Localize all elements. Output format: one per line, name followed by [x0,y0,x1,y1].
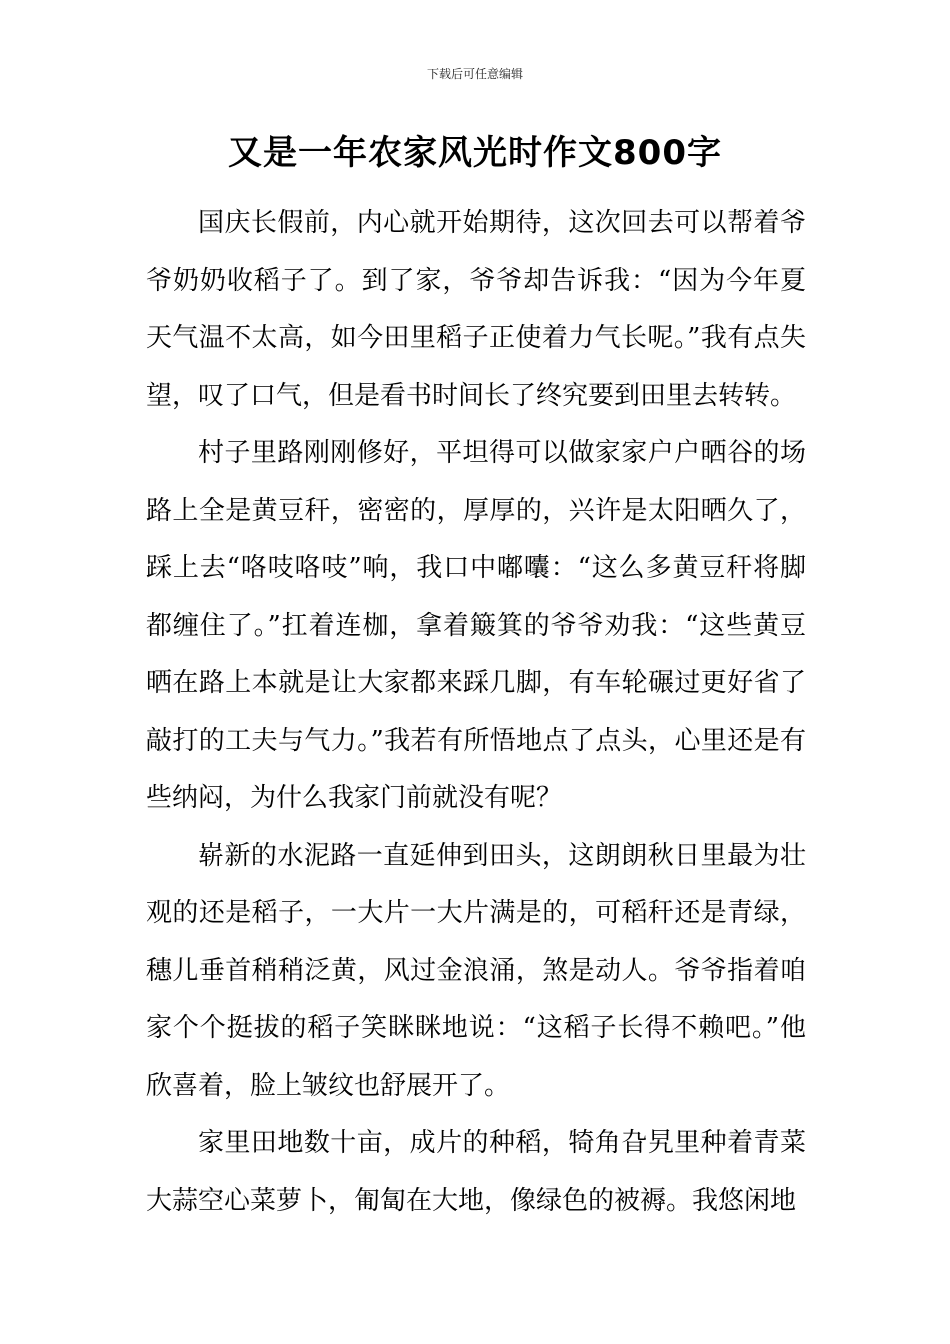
paragraph-1: 国庆长假前，内心就开始期待，这次回去可以帮着爷爷奶奶收稻子了。到了家，爷爷却告诉我：“因为今年夏天气温不太高，如今田里稻子正使着力气长呢。”我有点失望，叹了口气，但是看书时间长了终究要到田里去转转。 [146,208,806,411]
header-note: 下载后可任意编辑 [426,67,523,81]
paragraph-3: 崭新的水泥路一直延伸到田头，这朗朗秋日里最为壮观的还是稻子，一大片一大片满是的，可稻秆还是青绿，穗儿垂首稍稍泛黄，风过金浪涌，煞是动人。爷爷指着咱家个个挺拔的稻子笑眯眯地说：“这稻子长得不赖吧。”他欣喜着，脸上皱纹也舒展开了。 [146,840,806,1101]
paragraph-4: 家里田地数十亩，成片的种稻，犄角旮旯里种着青菜大蒜空心菜萝卜，匍匐在大地，像绿色的被褥。我悠闲地 [146,1128,806,1216]
article-body [146,195,806,1230]
page-title: 又是一年农家风光时作文800字 [228,133,722,173]
paragraph-2: 村子里路刚刚修好，平坦得可以做家家户户晒谷的场路上全是黄豆秆，密密的，厚厚的，兴许是太阳晒久了，踩上去“咯吱咯吱”响，我口中嘟囔：“这么多黄豆秆将脚都缠住了。”扛着连枷，拿着簸箕的爷爷劝我：“这些黄豆晒在路上本就是让大家都来踩几脚，有车轮碾过更好省了敲打的工夫与气力。”我若有所悟地点了点头，心里还是有些纳闷，为什么我家门前就没有呢？ [146,438,806,813]
